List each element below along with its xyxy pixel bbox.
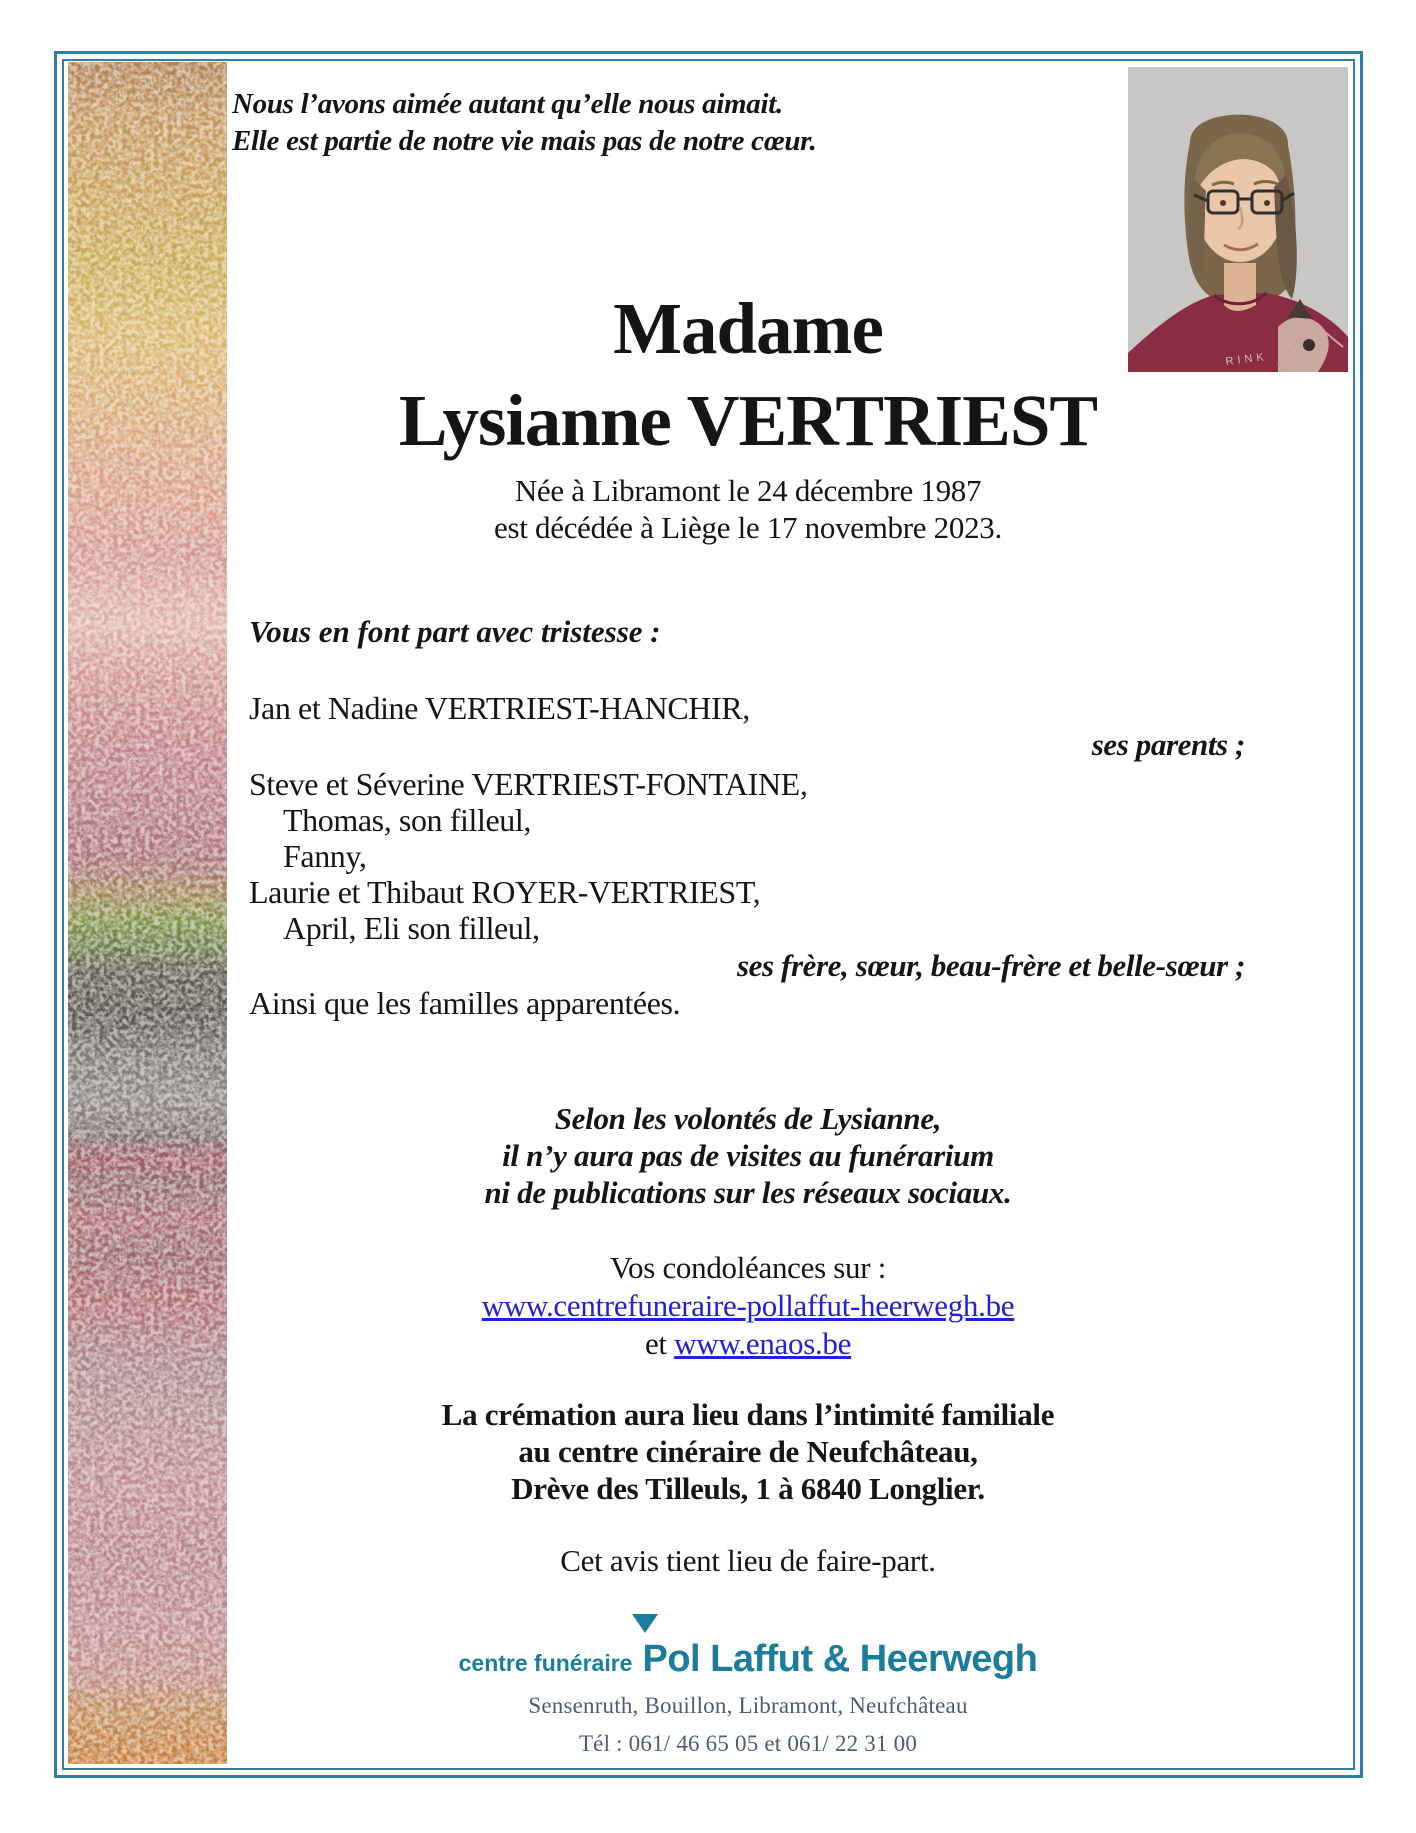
death-line: est décédée à Liège le 17 novembre 2023. xyxy=(494,510,1002,545)
enaos-website-link[interactable]: www.enaos.be xyxy=(674,1326,852,1361)
cremation-line-1: La crémation aura lieu dans l’intimité familiale xyxy=(441,1397,1055,1432)
birth-line: Née à Libramont le 24 décembre 1987 xyxy=(514,473,982,508)
logo-prefix: centre funéraire xyxy=(458,1650,633,1676)
family-line-sister: Laurie et Thibaut ROYER-VERTRIEST, xyxy=(249,874,761,910)
logo-name xyxy=(642,1638,1037,1681)
wishes-block xyxy=(227,1100,1269,1211)
cremation-line-3: Drève des Tilleuls, 1 à 6840 Longlier. xyxy=(511,1471,985,1506)
funeral-home-logo xyxy=(227,1638,1269,1681)
condolences-intro: Vos condoléances sur : xyxy=(609,1250,887,1285)
photo-texture-overlay xyxy=(68,62,227,1764)
title-civility: Madame xyxy=(613,288,883,369)
deceased-name: Lysianne VERTRIEST xyxy=(398,380,1098,461)
faire-part-notice: Cet avis tient lieu de faire-part. xyxy=(560,1543,936,1578)
family-line-fanny: Fanny, xyxy=(283,838,367,874)
attribution-siblings: ses frère, sœur, beau-frère et belle-sœur ; xyxy=(736,948,1245,983)
funeral-home-logo-lockup xyxy=(459,1638,1038,1681)
wishes-line-2: il n’y aura pas de visites au funérarium xyxy=(502,1138,994,1173)
memorial-tree-photo-strip xyxy=(68,62,227,1764)
family-line-parents: Jan et Nadine VERTRIEST-HANCHIR, xyxy=(249,690,750,726)
cremation-line-2: au centre cinéraire de Neufchâteau, xyxy=(518,1434,978,1469)
title-block xyxy=(227,283,1269,467)
family-line-thomas: Thomas, son filleul, xyxy=(283,802,531,838)
wishes-line-3: ni de publications sur les réseaux sociaux. xyxy=(484,1175,1012,1210)
family-line-brother: Steve et Séverine VERTRIEST-FONTAINE, xyxy=(249,766,808,802)
logo-name-text: Pol Laffut & Heerwegh xyxy=(642,1638,1038,1680)
condolences-block xyxy=(227,1249,1269,1363)
family-line-april-eli: April, Eli son filleul, xyxy=(283,910,540,946)
epigraph-line-1: Nous l’avons aimée autant qu’elle nous aimait. xyxy=(232,88,783,120)
condolences-link-row-2 xyxy=(227,1325,1269,1363)
svg-text:RINK: RINK xyxy=(1224,350,1269,368)
announcement-intro: Vous en font part avec tristesse : xyxy=(249,614,661,649)
epigraph xyxy=(232,86,817,160)
attribution-parents: ses parents ; xyxy=(1091,727,1245,762)
logo-triangle-icon xyxy=(632,1614,658,1633)
family-line-related: Ainsi que les familles apparentées. xyxy=(249,985,681,1021)
condolences-link-row-1 xyxy=(227,1287,1269,1325)
funeral-home-locations: Sensenruth, Bouillon, Libramont, Neufchâteau xyxy=(528,1693,968,1718)
wishes-line-1: Selon les volontés de Lysianne, xyxy=(554,1101,942,1136)
link-conjunction: et xyxy=(644,1326,667,1361)
vital-dates xyxy=(227,472,1269,546)
funeral-home-website-link[interactable]: www.centrefuneraire-pollaffut-heerwegh.be xyxy=(481,1288,1015,1323)
cremation-block xyxy=(227,1396,1269,1507)
funeral-home-phone: Tél : 061/ 46 65 05 et 061/ 22 31 00 xyxy=(578,1731,918,1756)
epigraph-line-2: Elle est partie de notre vie mais pas de notre cœur. xyxy=(232,125,817,157)
